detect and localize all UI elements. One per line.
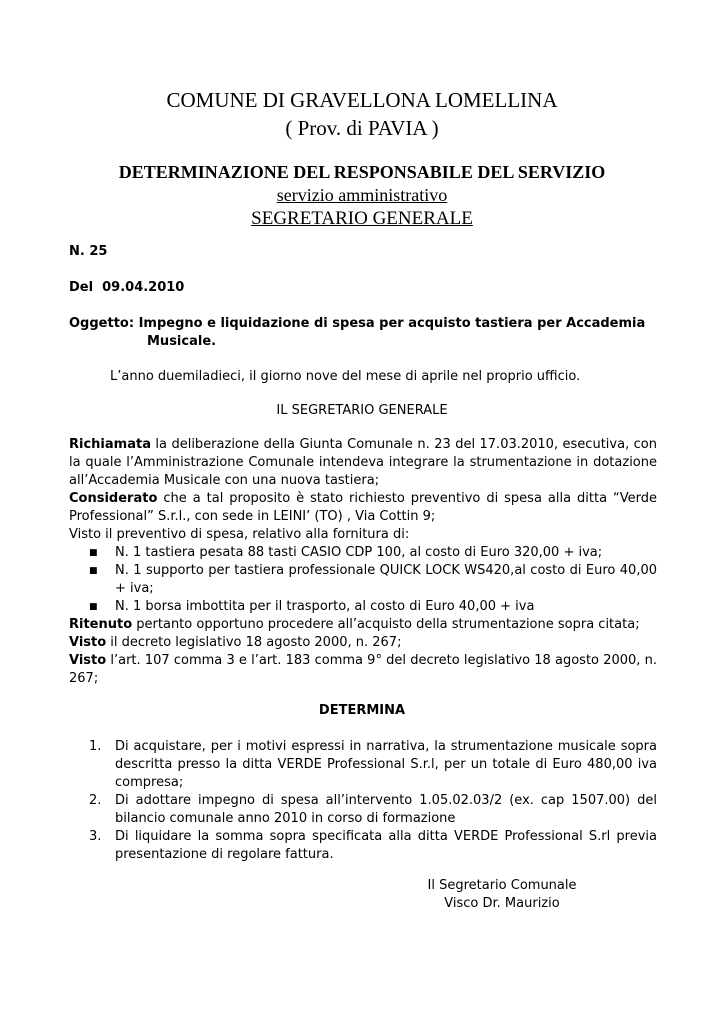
richiamata-paragraph (69, 436, 657, 490)
square-bullet-icon: ■ (89, 566, 98, 576)
header-block (0, 86, 724, 142)
data-determina: Del 09.04.2010 (69, 280, 185, 295)
ritenuto-paragraph (69, 616, 657, 634)
visto-label: Visto (69, 653, 107, 668)
considerato-paragraph (69, 490, 657, 526)
ritenuto-label: Ritenuto (69, 617, 133, 632)
numero: N. 25 (69, 244, 108, 259)
list-item: ■ N. 1 supporto per tastiera professionale QUICK LOCK WS420,al costo di Euro 40,00 + iva; (89, 563, 657, 596)
oggetto-line1: Impegno e liquidazione di spesa per acquisto tastiera per Accademia (138, 316, 646, 331)
list-item: ■ N. 1 tastiera pesata 88 tasti CASIO CDP 100, al costo di Euro 320,00 + iva; (89, 545, 603, 560)
determina-heading: DETERMINA (318, 703, 406, 718)
signature-block (402, 877, 602, 913)
richiamata-label: Richiamata (69, 437, 151, 452)
provincia-title: ( Prov. di PAVIA ) (285, 116, 439, 140)
richiamata-text: la deliberazione della Giunta Comunale n. 23 del 17.03.2010, esecutiva, con la quale l’Amministrazione Comunale intendeva integrare la strumentazione in dotazione all’Accademia Musicale con una nuova tastiera; (69, 437, 657, 488)
square-bullet-icon: ■ (89, 548, 98, 558)
signature-name: Visco Dr. Maurizio (444, 896, 560, 911)
il-segretario-heading: IL SEGRETARIO GENERALE (276, 403, 448, 418)
visto-preventivo: Visto il preventivo di spesa, relativo alla fornitura di: (69, 527, 410, 542)
oggetto-block (69, 315, 669, 351)
oggetto-label: Oggetto: (69, 316, 135, 331)
visto-decreto-text: il decreto legislativo 18 agosto 2000, n. 267; (106, 635, 402, 650)
list-item: 3. Di liquidare la somma sopra specificata alla ditta VERDE Professional S.rl previa presentazione di regolare fattura. (89, 829, 657, 862)
determina-block (69, 738, 657, 864)
intro-text: L’anno duemiladieci, il giorno nove del mese di aprile nel proprio ufficio. (110, 369, 581, 384)
determinazione-title: DETERMINAZIONE DEL RESPONSABILE DEL SERVIZIO (118, 162, 606, 182)
visto-art-text: l’art. 107 comma 3 e l’art. 183 comma 9° del decreto legislativo 18 agosto 2000, n. 267; (69, 653, 657, 686)
visto-label: Visto (69, 635, 107, 650)
list-item: ■ N. 1 borsa imbottita per il trasporto, al costo di Euro 40,00 + iva (89, 599, 535, 614)
list-item: 1. Di acquistare, per i motivi espressi in narrativa, la strumentazione musicale sopra descritta presso la ditta VERDE Professional S.r.l, per un totale di Euro 480,00 iva compresa; (89, 739, 657, 790)
comune-title: COMUNE DI GRAVELLONA LOMELLINA (166, 88, 558, 112)
visto-art-paragraph (69, 652, 657, 688)
oggetto-line2: Musicale. (147, 334, 217, 349)
determina-list (69, 738, 657, 864)
ritenuto-text: pertanto opportuno procedere all’acquisto della strumentazione sopra citata; (132, 617, 640, 632)
visto-decreto-paragraph (69, 634, 657, 652)
premesse-block (69, 436, 657, 688)
servizio-subtitle: servizio amministrativo (276, 185, 448, 205)
considerato-text: che a tal proposito è stato richiesto preventivo di spesa alla ditta “Verde Professional” S.r.l., con sede in LEINI’ (TO) , Via Cottin 9; (69, 491, 657, 524)
considerato-label: Considerato (69, 491, 158, 506)
signature-role: Il Segretario Comunale (427, 878, 577, 893)
segretario-subtitle: SEGRETARIO GENERALE (251, 208, 473, 229)
list-item: 2. Di adottare impegno di spesa all’intervento 1.05.02.03/2 (ex. cap 1507.00) del bilancio comunale anno 2010 in corso di formazione (89, 793, 657, 826)
square-bullet-icon: ■ (89, 602, 98, 612)
determinazione-block (0, 161, 724, 230)
fornitura-list (69, 544, 657, 616)
